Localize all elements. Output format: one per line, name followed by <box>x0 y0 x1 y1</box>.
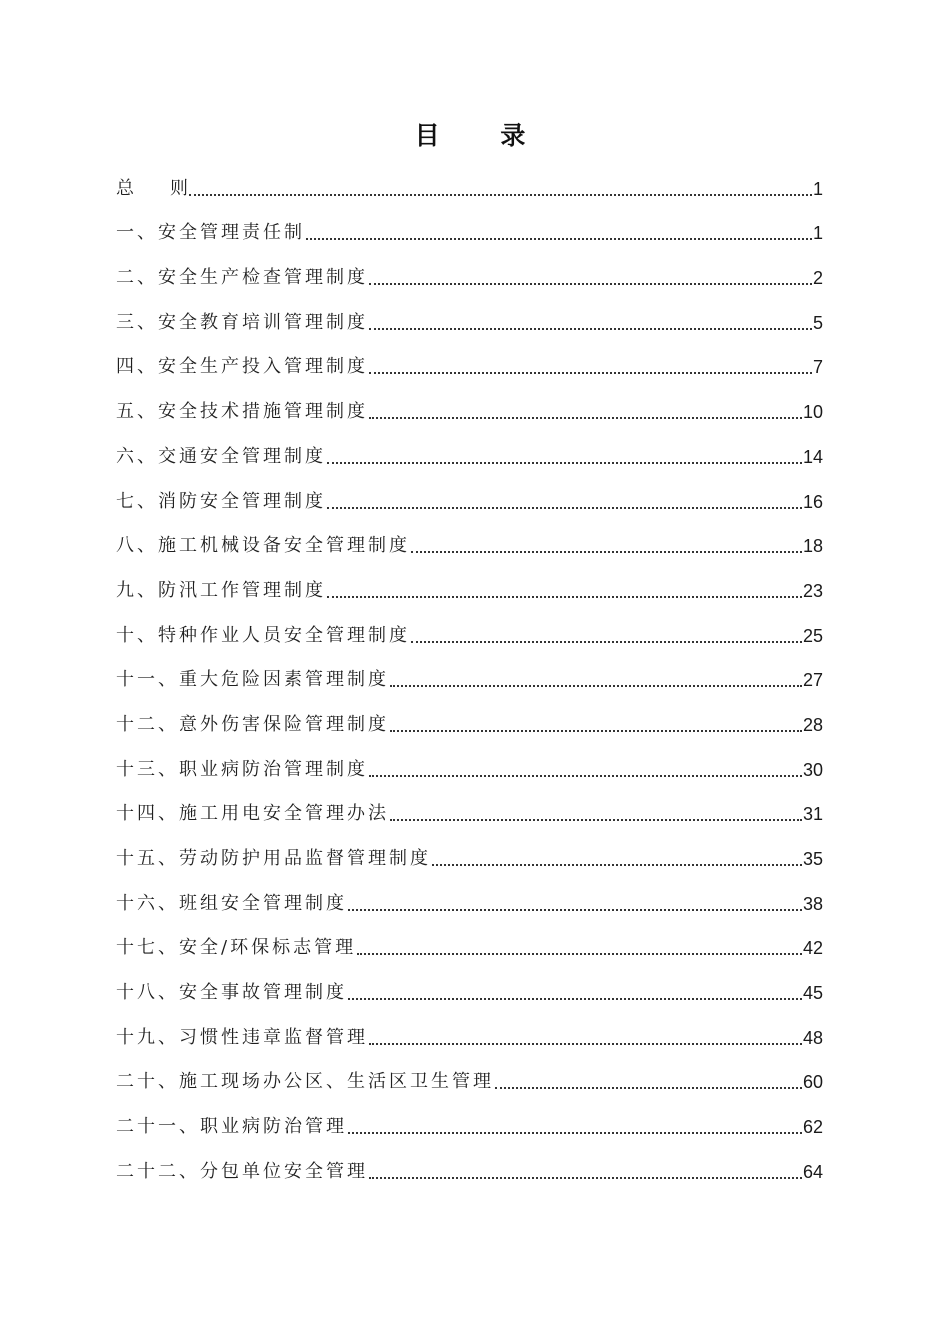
toc-dot-leader <box>390 730 802 732</box>
toc-entry-page: 1 <box>812 178 823 199</box>
toc-entry[interactable] <box>116 206 823 251</box>
toc-entry[interactable] <box>116 563 823 608</box>
toc-entry-label: 五、安全技术措施管理制度 <box>116 401 368 423</box>
toc-entry-label: 十二、意外伤害保险管理制度 <box>116 713 389 735</box>
toc-dot-leader <box>411 551 802 553</box>
toc-entry-page: 14 <box>802 446 823 467</box>
toc-entry[interactable] <box>116 1099 823 1144</box>
toc-dot-leader <box>369 1177 802 1179</box>
toc-dot-leader <box>369 1043 802 1045</box>
toc-entry-page: 25 <box>802 625 823 646</box>
toc-entry-page: 42 <box>802 938 823 959</box>
toc-dot-leader <box>390 685 802 687</box>
toc-entry-page: 5 <box>812 312 823 333</box>
toc-entry-page: 16 <box>802 491 823 512</box>
toc-entry-page: 28 <box>802 714 823 735</box>
toc-entry-page: 31 <box>802 804 823 825</box>
toc-entry[interactable] <box>116 161 823 206</box>
toc-entry-label: 十三、职业病防治管理制度 <box>116 758 368 780</box>
toc-dot-leader <box>411 641 802 643</box>
toc-list <box>116 161 823 1189</box>
toc-entry-page: 18 <box>802 536 823 557</box>
toc-dot-leader <box>369 283 812 285</box>
toc-entry-label: 九、防汛工作管理制度 <box>116 579 326 601</box>
toc-title: 目 录 <box>414 121 552 150</box>
toc-entry[interactable] <box>116 340 823 385</box>
toc-entry[interactable] <box>116 1010 823 1055</box>
toc-dot-leader <box>369 775 802 777</box>
toc-dot-leader <box>189 194 812 196</box>
toc-entry[interactable] <box>116 1144 823 1189</box>
toc-entry-page: 23 <box>802 580 823 601</box>
toc-dot-leader <box>348 998 802 1000</box>
toc-dot-leader <box>369 417 802 419</box>
toc-entry[interactable] <box>116 295 823 340</box>
toc-entry-label: 二十二、分包单位安全管理 <box>116 1160 368 1182</box>
toc-entry-page: 30 <box>802 759 823 780</box>
toc-entry-page: 27 <box>802 670 823 691</box>
toc-dot-leader <box>432 864 802 866</box>
toc-entry[interactable] <box>116 787 823 832</box>
toc-dot-leader <box>495 1087 802 1089</box>
toc-entry[interactable] <box>116 384 823 429</box>
toc-entry-page: 62 <box>802 1117 823 1138</box>
toc-entry-page: 35 <box>802 849 823 869</box>
toc-entry[interactable] <box>116 831 823 876</box>
toc-entry[interactable] <box>116 519 823 564</box>
toc-entry-label: 十四、施工用电安全管理办法 <box>116 803 389 825</box>
toc-entry-label: 十八、安全事故管理制度 <box>116 982 347 1004</box>
toc-dot-leader <box>369 372 812 374</box>
toc-entry-page: 48 <box>802 1027 823 1048</box>
toc-entry[interactable] <box>116 608 823 653</box>
toc-dot-leader <box>327 596 802 598</box>
toc-entry-page: 2 <box>812 268 823 289</box>
toc-entry[interactable] <box>116 474 823 519</box>
toc-entry-label: 总 则 <box>116 177 188 199</box>
toc-dot-leader <box>327 507 802 509</box>
toc-entry-page: 38 <box>802 893 823 914</box>
toc-entry-label: 八、施工机械设备安全管理制度 <box>116 535 410 557</box>
toc-entry[interactable] <box>116 742 823 787</box>
toc-entry[interactable] <box>116 965 823 1010</box>
toc-entry-page: 45 <box>802 983 823 1004</box>
toc-dot-leader <box>357 953 802 955</box>
toc-entry-page: 1 <box>812 223 823 244</box>
toc-entry[interactable] <box>116 921 823 966</box>
toc-entry-label: 十、特种作业人员安全管理制度 <box>116 624 410 646</box>
toc-entry-label: 二、安全生产检查管理制度 <box>116 267 368 289</box>
toc-entry-label: 十五、劳动防护用品监督管理制度 <box>116 848 431 869</box>
toc-entry-label: 七、消防安全管理制度 <box>116 490 326 512</box>
toc-entry-label: 一、安全管理责任制 <box>116 222 305 244</box>
toc-dot-leader <box>369 328 812 330</box>
toc-entry[interactable] <box>116 876 823 921</box>
toc-entry-label: 四、安全生产投入管理制度 <box>116 356 368 378</box>
toc-entry-label: 十七、安全/环保标志管理 <box>116 937 357 959</box>
toc-dot-leader <box>348 909 802 911</box>
toc-entry[interactable] <box>116 429 823 474</box>
toc-entry-label: 十六、班组安全管理制度 <box>116 892 347 914</box>
toc-entry-label: 十一、重大危险因素管理制度 <box>116 669 389 691</box>
toc-entry-label: 三、安全教育培训管理制度 <box>116 311 368 333</box>
toc-entry-label: 六、交通安全管理制度 <box>116 445 326 467</box>
toc-dot-leader <box>306 238 812 240</box>
toc-entry-label: 二十、施工现场办公区、生活区卫生管理 <box>116 1071 494 1093</box>
toc-dot-leader <box>390 819 802 821</box>
toc-entry[interactable] <box>116 1055 823 1100</box>
toc-entry-label: 二十一、职业病防治管理 <box>116 1116 347 1138</box>
toc-entry[interactable] <box>116 653 823 698</box>
toc-entry-page: 7 <box>812 357 823 378</box>
toc-dot-leader <box>348 1132 802 1134</box>
toc-entry[interactable] <box>116 250 823 295</box>
toc-entry-page: 64 <box>802 1161 823 1182</box>
toc-entry-label: 十九、习惯性违章监督管理 <box>116 1026 368 1048</box>
toc-dot-leader <box>327 462 802 464</box>
toc-entry-page: 10 <box>802 402 823 423</box>
toc-entry-page: 60 <box>802 1072 823 1093</box>
toc-entry[interactable] <box>116 697 823 742</box>
